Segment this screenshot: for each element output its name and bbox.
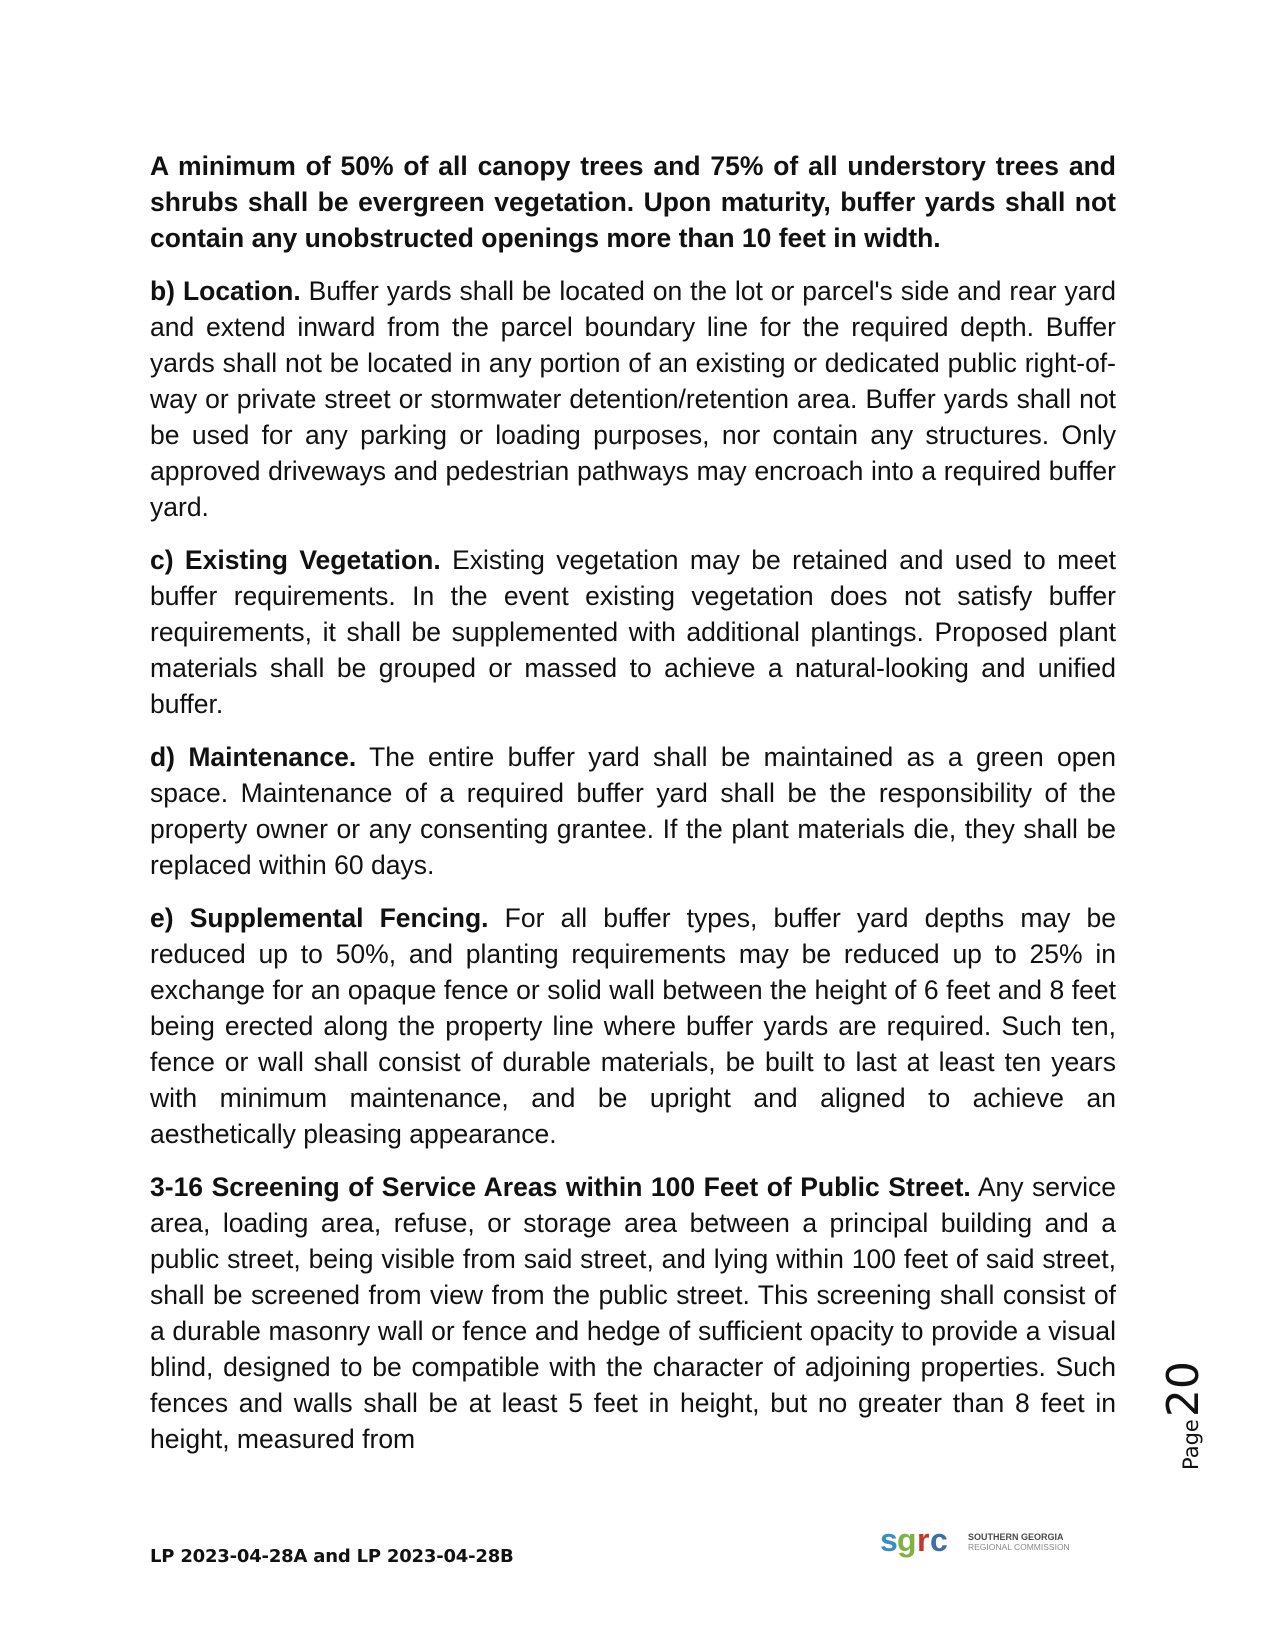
section-text: Buffer yards shall be located on the lot or parcel's side and rear yard and extend inward from the parcel boundary line for the required depth. Buffer yards shall not be located in any portion of an existing or dedicated public right-of-way or private street or stormwater detention/retention area. Buffer yards shall not be used for any parking or loading purposes, nor contain any structures. Only approved driveways and pedestrian pathways may encroach into a required buffer yard.: [150, 276, 1116, 522]
logo-line-2: REGIONAL COMMISSION: [968, 1542, 1070, 1552]
logo-letter-r: r: [917, 1524, 930, 1558]
page-number-value: 20: [1158, 1361, 1209, 1418]
section-heading: c) Existing Vegetation.: [150, 545, 441, 575]
page-body: [150, 148, 1116, 1474]
sgrc-logo: [880, 1524, 1070, 1560]
section-heading: d) Maintenance.: [150, 742, 357, 772]
section-supplemental-fencing: [150, 900, 1116, 1152]
document-id: LP 2023-04-28A and LP 2023-04-28B: [150, 1546, 514, 1567]
section-text: For all buffer types, buffer yard depths may be reduced up to 50%, and planting requirements may be reduced up to 25% in exchange for an opaque fence or solid wall between the height of 6 feet and 8 feet being erected along the property line where buffer yards are required. Such ten, fence or wall shall consist of durable materials, be built to last at least ten years with minimum maintenance, and be upright and aligned to achieve an aesthetically pleasing appearance.: [150, 903, 1116, 1149]
page-number: [1158, 1361, 1275, 1470]
logo-letter-c: c: [930, 1524, 948, 1558]
section-maintenance: [150, 739, 1116, 883]
logo-text: [968, 1532, 1070, 1552]
logo-line-1: SOUTHERN GEORGIA: [968, 1532, 1064, 1542]
section-screening-service-areas: [150, 1169, 1116, 1457]
section-existing-vegetation: [150, 542, 1116, 722]
logo-letter-g: g: [897, 1524, 917, 1558]
logo-letter-s: s: [880, 1524, 898, 1558]
section-location: [150, 273, 1116, 525]
section-text: Existing vegetation may be retained and used to meet buffer requirements. In the event existing vegetation does not satisfy buffer requirements, it shall be supplemented with additional plantings. Proposed plant materials shall be grouped or massed to achieve a natural-looking and unified buffer.: [150, 545, 1116, 719]
page-label: Page: [1179, 1419, 1203, 1470]
sgrc-logo-mark: [880, 1524, 964, 1560]
section-heading: 3-16 Screening of Service Areas within 100 Feet of Public Street.: [150, 1172, 971, 1202]
section-text: The entire buffer yard shall be maintained as a green open space. Maintenance of a required buffer yard shall be the responsibility of the property owner or any consenting grantee. If the plant materials die, they shall be replaced within 60 days.: [150, 742, 1116, 880]
section-heading: e) Supplemental Fencing.: [150, 903, 489, 933]
section-heading: b) Location.: [150, 276, 301, 306]
intro-paragraph: A minimum of 50% of all canopy trees and 75% of all understory trees and shrubs shall be evergreen vegetation. Upon maturity, buffer yards shall not contain any unobstructed openings more than 10 feet in width.: [150, 151, 1116, 253]
section-text: Any service area, loading area, refuse, or storage area between a principal building and a public street, being visible from said street, and lying within 100 feet of said street, shall be screened from view from the public street. This screening shall consist of a durable masonry wall or fence and hedge of sufficient opacity to provide a visual blind, designed to be compatible with the character of adjoining properties. Such fences and walls shall be at least 5 feet in height, but no greater than 8 feet in height, measured from: [150, 1172, 1116, 1454]
